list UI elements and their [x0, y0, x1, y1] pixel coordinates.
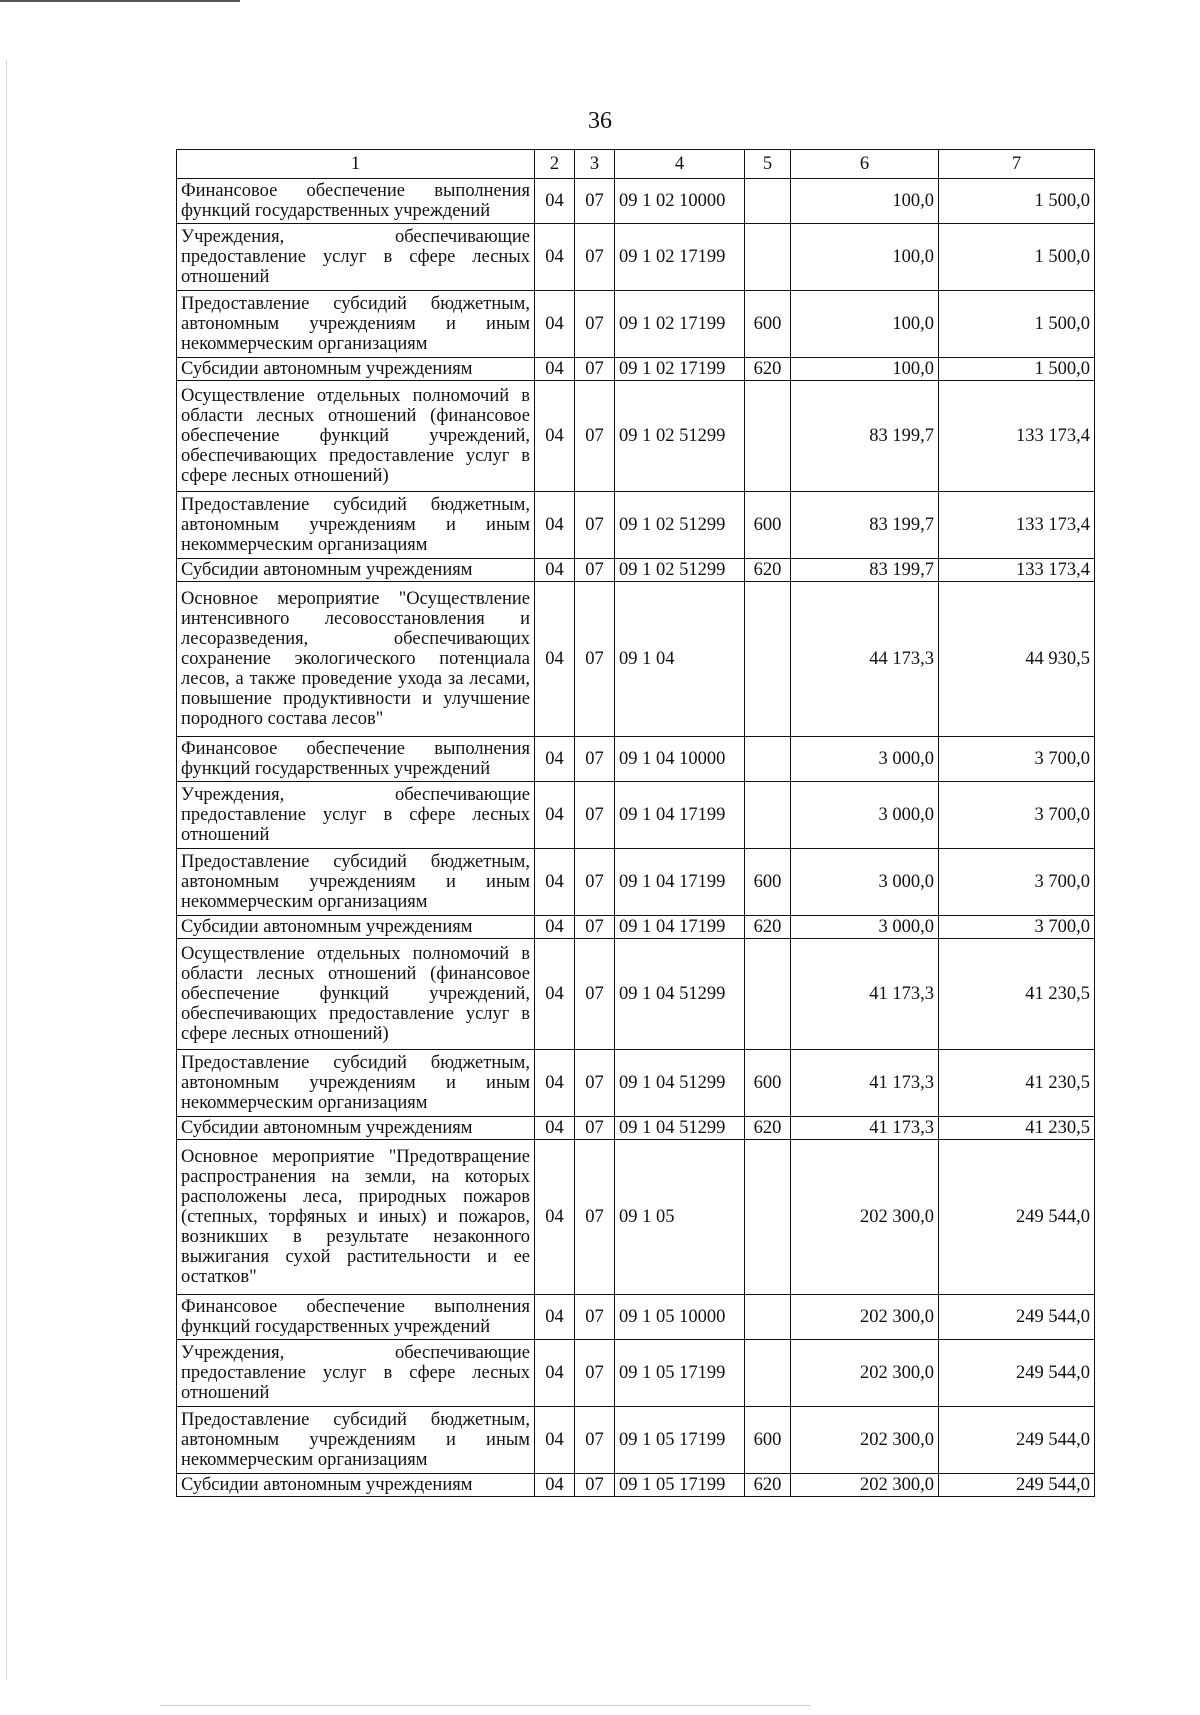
row-amount-7: 3 700,0 — [939, 782, 1095, 849]
row-amount-7: 41 230,5 — [939, 1117, 1095, 1140]
row-target-code: 09 1 02 51299 — [615, 381, 745, 492]
row-chapter: 04 — [535, 1140, 575, 1295]
row-expense-type: 600 — [745, 849, 791, 916]
table-row — [177, 849, 1095, 916]
row-expense-type: 600 — [745, 291, 791, 358]
row-name: Предоставление субсидий бюджетным, автономным учреждениям и иным некоммерческим организациям — [177, 291, 535, 358]
row-name: Основное мероприятие "Предотвращение распространения на земли, на которых расположены леса, природных пожаров (степных, торфяных и иных) и пожаров, возникших в результате незаконного выжигания сухой растительности и ее остатков" — [177, 1140, 535, 1295]
row-amount-6: 100,0 — [791, 179, 939, 224]
row-chapter: 04 — [535, 916, 575, 939]
row-expense-type: 600 — [745, 1050, 791, 1117]
row-amount-6: 44 173,3 — [791, 582, 939, 737]
row-amount-7: 41 230,5 — [939, 1050, 1095, 1117]
row-target-code: 09 1 04 51299 — [615, 1050, 745, 1117]
row-amount-6: 3 000,0 — [791, 737, 939, 782]
row-amount-7: 3 700,0 — [939, 737, 1095, 782]
row-target-code: 09 1 05 17199 — [615, 1474, 745, 1497]
row-target-code: 09 1 04 10000 — [615, 737, 745, 782]
row-expense-type — [745, 224, 791, 291]
row-amount-6: 3 000,0 — [791, 849, 939, 916]
row-target-code: 09 1 05 — [615, 1140, 745, 1295]
row-chapter: 04 — [535, 849, 575, 916]
scan-edge-top — [0, 0, 240, 2]
row-subsection: 07 — [575, 737, 615, 782]
row-amount-6: 100,0 — [791, 358, 939, 381]
row-amount-7: 41 230,5 — [939, 939, 1095, 1050]
table-row — [177, 737, 1095, 782]
row-expense-type — [745, 179, 791, 224]
row-name: Субсидии автономным учреждениям — [177, 1474, 535, 1497]
row-name: Субсидии автономным учреждениям — [177, 559, 535, 582]
row-target-code: 09 1 04 51299 — [615, 1117, 745, 1140]
row-amount-6: 3 000,0 — [791, 782, 939, 849]
row-amount-7: 1 500,0 — [939, 179, 1095, 224]
row-amount-6: 83 199,7 — [791, 492, 939, 559]
row-chapter: 04 — [535, 179, 575, 224]
row-name: Субсидии автономным учреждениям — [177, 1117, 535, 1140]
row-chapter: 04 — [535, 939, 575, 1050]
row-subsection: 07 — [575, 1117, 615, 1140]
row-chapter: 04 — [535, 1295, 575, 1340]
table-row — [177, 224, 1095, 291]
header-col-3: 3 — [575, 150, 615, 179]
table-row — [177, 1295, 1095, 1340]
row-target-code: 09 1 02 51299 — [615, 492, 745, 559]
row-name: Учреждения, обеспечивающие предоставление услуг в сфере лесных отношений — [177, 782, 535, 849]
header-col-4: 4 — [615, 150, 745, 179]
row-subsection: 07 — [575, 179, 615, 224]
row-expense-type — [745, 582, 791, 737]
table-row — [177, 782, 1095, 849]
row-name: Предоставление субсидий бюджетным, автономным учреждениям и иным некоммерческим организациям — [177, 1050, 535, 1117]
row-expense-type — [745, 782, 791, 849]
row-amount-6: 202 300,0 — [791, 1474, 939, 1497]
row-chapter: 04 — [535, 492, 575, 559]
row-amount-7: 249 544,0 — [939, 1140, 1095, 1295]
row-expense-type: 620 — [745, 559, 791, 582]
row-target-code: 09 1 04 17199 — [615, 849, 745, 916]
row-target-code: 09 1 02 17199 — [615, 358, 745, 381]
row-subsection: 07 — [575, 381, 615, 492]
row-subsection: 07 — [575, 939, 615, 1050]
row-amount-7: 133 173,4 — [939, 381, 1095, 492]
table-row — [177, 291, 1095, 358]
table-row — [177, 1140, 1095, 1295]
row-chapter: 04 — [535, 1407, 575, 1474]
table-row — [177, 1474, 1095, 1497]
header-col-1: 1 — [177, 150, 535, 179]
row-amount-7: 249 544,0 — [939, 1407, 1095, 1474]
row-name: Предоставление субсидий бюджетным, автономным учреждениям и иным некоммерческим организациям — [177, 849, 535, 916]
row-subsection: 07 — [575, 782, 615, 849]
row-target-code: 09 1 04 17199 — [615, 782, 745, 849]
row-expense-type — [745, 737, 791, 782]
row-amount-7: 3 700,0 — [939, 849, 1095, 916]
row-target-code: 09 1 02 17199 — [615, 224, 745, 291]
row-expense-type: 620 — [745, 1474, 791, 1497]
row-target-code: 09 1 05 17199 — [615, 1340, 745, 1407]
row-name: Финансовое обеспечение выполнения функций государственных учреждений — [177, 737, 535, 782]
row-expense-type — [745, 1295, 791, 1340]
row-chapter: 04 — [535, 358, 575, 381]
row-chapter: 04 — [535, 559, 575, 582]
row-subsection: 07 — [575, 1050, 615, 1117]
row-amount-6: 202 300,0 — [791, 1340, 939, 1407]
table-row — [177, 1117, 1095, 1140]
row-amount-6: 41 173,3 — [791, 1117, 939, 1140]
row-name: Субсидии автономным учреждениям — [177, 916, 535, 939]
row-amount-7: 1 500,0 — [939, 291, 1095, 358]
row-amount-7: 133 173,4 — [939, 492, 1095, 559]
table-row — [177, 1050, 1095, 1117]
row-name: Финансовое обеспечение выполнения функций государственных учреждений — [177, 1295, 535, 1340]
row-subsection: 07 — [575, 358, 615, 381]
row-amount-6: 41 173,3 — [791, 939, 939, 1050]
table-row — [177, 358, 1095, 381]
row-amount-6: 202 300,0 — [791, 1407, 939, 1474]
row-expense-type — [745, 939, 791, 1050]
page-number: 36 — [588, 108, 612, 134]
row-chapter: 04 — [535, 1340, 575, 1407]
row-amount-7: 249 544,0 — [939, 1295, 1095, 1340]
row-name: Учреждения, обеспечивающие предоставление услуг в сфере лесных отношений — [177, 1340, 535, 1407]
row-amount-7: 133 173,4 — [939, 559, 1095, 582]
table-row — [177, 582, 1095, 737]
row-name: Осуществление отдельных полномочий в области лесных отношений (финансовое обеспечение функций учреждений, обеспечивающих предоставление услуг в сфере лесных отношений) — [177, 381, 535, 492]
row-chapter: 04 — [535, 782, 575, 849]
table-header-row — [177, 150, 1095, 179]
row-amount-6: 83 199,7 — [791, 381, 939, 492]
row-expense-type: 620 — [745, 1117, 791, 1140]
row-target-code: 09 1 02 51299 — [615, 559, 745, 582]
row-amount-7: 249 544,0 — [939, 1474, 1095, 1497]
row-expense-type: 600 — [745, 492, 791, 559]
row-chapter: 04 — [535, 381, 575, 492]
row-expense-type: 620 — [745, 916, 791, 939]
scan-edge-bottom — [160, 1705, 810, 1706]
row-target-code: 09 1 05 17199 — [615, 1407, 745, 1474]
row-subsection: 07 — [575, 916, 615, 939]
table-body — [177, 179, 1095, 1497]
row-subsection: 07 — [575, 1407, 615, 1474]
row-subsection: 07 — [575, 1474, 615, 1497]
row-amount-6: 41 173,3 — [791, 1050, 939, 1117]
budget-table — [176, 149, 1095, 1497]
row-name: Финансовое обеспечение выполнения функций государственных учреждений — [177, 179, 535, 224]
row-subsection: 07 — [575, 582, 615, 737]
row-chapter: 04 — [535, 1050, 575, 1117]
row-amount-7: 44 930,5 — [939, 582, 1095, 737]
row-target-code: 09 1 05 10000 — [615, 1295, 745, 1340]
row-target-code: 09 1 02 10000 — [615, 179, 745, 224]
row-expense-type — [745, 1140, 791, 1295]
row-subsection: 07 — [575, 849, 615, 916]
row-expense-type — [745, 1340, 791, 1407]
table-row — [177, 559, 1095, 582]
row-amount-6: 83 199,7 — [791, 559, 939, 582]
scan-edge-left — [6, 60, 7, 1680]
row-chapter: 04 — [535, 737, 575, 782]
row-amount-6: 202 300,0 — [791, 1140, 939, 1295]
row-subsection: 07 — [575, 559, 615, 582]
row-expense-type: 600 — [745, 1407, 791, 1474]
row-target-code: 09 1 04 51299 — [615, 939, 745, 1050]
table-row — [177, 492, 1095, 559]
row-chapter: 04 — [535, 1474, 575, 1497]
table-row — [177, 179, 1095, 224]
row-chapter: 04 — [535, 582, 575, 737]
header-col-5: 5 — [745, 150, 791, 179]
row-chapter: 04 — [535, 224, 575, 291]
row-expense-type: 620 — [745, 358, 791, 381]
row-amount-6: 100,0 — [791, 291, 939, 358]
row-amount-7: 3 700,0 — [939, 916, 1095, 939]
header-col-6: 6 — [791, 150, 939, 179]
row-expense-type — [745, 381, 791, 492]
row-subsection: 07 — [575, 1140, 615, 1295]
table-row — [177, 939, 1095, 1050]
row-amount-6: 100,0 — [791, 224, 939, 291]
table-row — [177, 1340, 1095, 1407]
table-row — [177, 916, 1095, 939]
row-subsection: 07 — [575, 224, 615, 291]
header-col-2: 2 — [535, 150, 575, 179]
row-target-code: 09 1 02 17199 — [615, 291, 745, 358]
row-amount-7: 249 544,0 — [939, 1340, 1095, 1407]
row-amount-7: 1 500,0 — [939, 358, 1095, 381]
row-chapter: 04 — [535, 1117, 575, 1140]
row-amount-7: 1 500,0 — [939, 224, 1095, 291]
row-name: Предоставление субсидий бюджетным, автономным учреждениям и иным некоммерческим организациям — [177, 1407, 535, 1474]
row-amount-6: 202 300,0 — [791, 1295, 939, 1340]
row-subsection: 07 — [575, 1340, 615, 1407]
header-col-7: 7 — [939, 150, 1095, 179]
row-target-code: 09 1 04 — [615, 582, 745, 737]
row-name: Предоставление субсидий бюджетным, автономным учреждениям и иным некоммерческим организациям — [177, 492, 535, 559]
row-subsection: 07 — [575, 291, 615, 358]
row-target-code: 09 1 04 17199 — [615, 916, 745, 939]
row-name: Основное мероприятие "Осуществление интенсивного лесовосстановления и лесоразведения, обеспечивающих сохранение экологического потенциала лесов, а также проведение ухода за лесами, повышение продуктивности и улучшение породного состава лесов" — [177, 582, 535, 737]
row-name: Субсидии автономным учреждениям — [177, 358, 535, 381]
row-name: Учреждения, обеспечивающие предоставление услуг в сфере лесных отношений — [177, 224, 535, 291]
table-row — [177, 381, 1095, 492]
row-subsection: 07 — [575, 1295, 615, 1340]
table-row — [177, 1407, 1095, 1474]
row-name: Осуществление отдельных полномочий в области лесных отношений (финансовое обеспечение функций учреждений, обеспечивающих предоставление услуг в сфере лесных отношений) — [177, 939, 535, 1050]
row-chapter: 04 — [535, 291, 575, 358]
row-amount-6: 3 000,0 — [791, 916, 939, 939]
row-subsection: 07 — [575, 492, 615, 559]
